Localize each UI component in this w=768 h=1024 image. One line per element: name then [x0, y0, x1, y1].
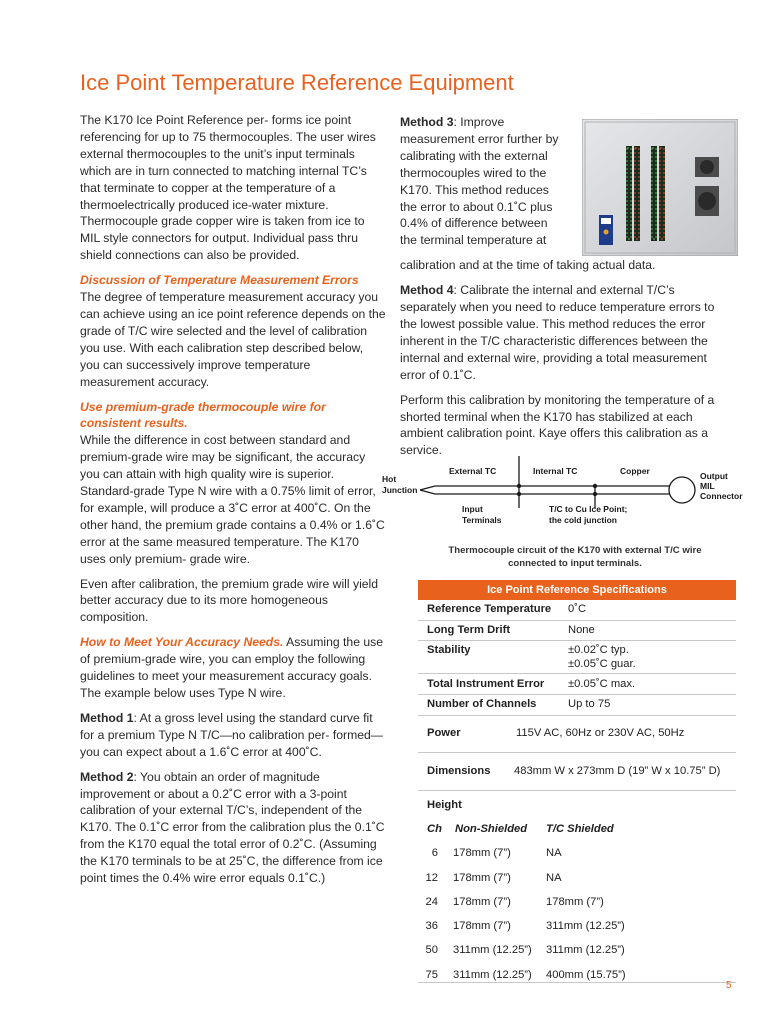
height-non-shielded: 178mm (7”): [453, 920, 511, 933]
method1-body: : At a gross level using the standard curve fit for a premium Type N T/C—no calibration per- formed—you can expect about a 1.6˚C error at 400˚C.: [80, 710, 383, 759]
height-row: [418, 944, 736, 968]
spec-header: Ice Point Reference Specifications: [418, 580, 736, 600]
spec-row-long-term-drift: [418, 621, 736, 641]
spec-label: Number of Channels: [427, 698, 537, 710]
spec-row-dimensions: [418, 753, 736, 791]
height-row: [418, 969, 736, 993]
perform-paragraph: Perform this calibration by monitoring the temperature of a shorted terminal when the K170 has stabilized at each ambient calibration point. Kaye offers this calibration as a service.: [400, 392, 715, 458]
label-cu-2: the cold junction: [549, 515, 617, 525]
spec-value: None: [568, 624, 595, 636]
method4-body: : Calibrate the internal and external T/C’s separately when you need to reduce temperature errors to the lowest possible value. This method reduces the error inherent in the T/C characteristic differences between the internal and external wire, providing a total measurement error of 0.1˚C.: [400, 283, 715, 382]
premium-wire-paragraph: While the difference in cost between standard and premium-grade wire may be significant, the accuracy you can attain with high quality wire is superior. Standard-grade Type N wire with a 0.75% limit of error, for example, will produce a 3˚C error at 400˚C. On the other hand, the premium grade contains a 0.4% or 1.6˚C error at the same measured temperature. The K170 uses only premium- grade wire.: [80, 433, 385, 566]
height-ch: 24: [425, 895, 438, 908]
discussion-heading: Discussion of Temperature Measurement Errors: [80, 273, 359, 288]
spec-label: Total Instrument Error: [427, 678, 545, 690]
col-ch: Ch: [427, 823, 442, 835]
spec-value: ±0.05˚C max.: [568, 678, 636, 690]
spec-value: 483mm W x 273mm D (19” W x 10.75” D): [514, 765, 721, 777]
premium-wire-heading: Use premium-grade thermocouple wire for consistent results.: [80, 399, 326, 431]
label-copper: Copper: [620, 466, 650, 476]
spec-value: Up to 75: [568, 698, 611, 710]
mil-connector-bottom: [695, 186, 719, 216]
height-non-shielded: 178mm (7”): [453, 847, 511, 860]
caption-line-1: Thermocouple circuit of the K170 with external T/C wire: [448, 545, 702, 556]
mil-connector-icon: [669, 477, 695, 503]
spec-label: Stability: [427, 644, 471, 656]
method3-tail: calibration and at the time of taking actual data.: [400, 258, 656, 273]
col-non-shielded: Non-Shielded: [455, 823, 528, 835]
accuracy-body: Assuming the use of premium-grade wire, you can employ the following guidelines to meet your measurement accuracy goals. The example below uses Type N wire.: [80, 635, 384, 700]
page-title: Ice Point Temperature Reference Equipment: [80, 70, 514, 95]
method1-paragraph: [80, 710, 386, 761]
method4-paragraph: [400, 282, 720, 383]
height-row: [418, 896, 736, 920]
height-ch: 12: [425, 871, 438, 884]
tc-wires: [420, 456, 670, 508]
spec-label: Reference Temperature: [427, 603, 552, 615]
method1-label: Method 1: [80, 710, 134, 725]
height-tc-shielded: NA: [546, 871, 562, 884]
spec-row-power: [418, 716, 736, 753]
page-number: 5: [726, 980, 732, 991]
label-hot-2: Junction: [382, 485, 418, 495]
intro-paragraph: The K170 Ice Point Reference per- forms ice point referencing for up to 75 thermocouples. The user wires external thermocouples to the unit’s input terminals which are in turn connected to matching internal TC’s that terminate to copper at the temperature of a thermoelectrically produced ice-water mixture. Thermocouple grade copper wire is taken from ice to MIL style connectors for output. Individual pass thru shield connections can also be provided.: [80, 113, 376, 263]
left-column: [80, 112, 386, 895]
height-table: [418, 823, 736, 993]
spec-value-line-1: ±0.02˚C typ.: [568, 644, 629, 656]
height-tc-shielded: 311mm (12.25”): [546, 944, 625, 957]
method3-paragraph: [400, 114, 565, 249]
height-non-shielded: 311mm (12.25”): [453, 944, 532, 957]
height-ch: 6: [431, 847, 438, 860]
mil-connector-top: [695, 157, 719, 177]
specifications-table: [418, 580, 736, 983]
height-tc-shielded: 311mm (12.25”): [546, 920, 625, 933]
height-table-header: [418, 823, 736, 847]
height-row: [418, 920, 736, 944]
spec-row-channels: [418, 695, 736, 716]
spec-row-stability: [418, 641, 736, 674]
spec-label: Dimensions: [427, 765, 491, 777]
spec-row-total-error: [418, 674, 736, 695]
method3-body: : Improve measurement error further by calibrating with the external thermocouples wired to the K170. This method reduces the error to about 0.1˚C plus 0.4% of difference between the terminal temperature at: [400, 115, 559, 248]
height-non-shielded: 178mm (7”): [453, 871, 511, 884]
label-output-3: Connector: [700, 491, 743, 501]
label-output-1: Output: [700, 471, 728, 481]
accuracy-paragraph: [80, 634, 386, 702]
height-row: [418, 847, 736, 871]
caption-line-2: connected to input terminals.: [508, 558, 642, 569]
method3-label: Method 3: [400, 115, 454, 129]
label-cu-1: T/C to Cu Ice Point;: [549, 504, 628, 514]
height-tc-shielded: 400mm (15.75”): [546, 968, 626, 981]
height-ch: 75: [425, 968, 438, 981]
height-tc-shielded: 178mm (7”): [546, 895, 604, 908]
label-output-2: MIL: [700, 481, 715, 491]
height-row: [418, 872, 736, 896]
spec-value: 115V AC, 60Hz or 230V AC, 50Hz: [516, 727, 685, 739]
spec-value: 0˚C: [568, 603, 587, 615]
height-tc-shielded: NA: [546, 847, 562, 860]
spec-value-line-2: ±0.05˚C guar.: [568, 658, 636, 670]
height-ch: 50: [425, 944, 438, 957]
spec-row-reference-temperature: [418, 600, 736, 621]
label-input-2: Terminals: [462, 515, 502, 525]
spec-label: Long Term Drift: [427, 624, 511, 636]
height-label: Height: [427, 799, 462, 811]
spec-row-height: [418, 791, 736, 983]
control-module: [599, 215, 613, 245]
label-internal-tc: Internal TC: [533, 466, 578, 476]
height-non-shielded: 311mm (12.25”): [453, 968, 532, 981]
height-ch: 36: [425, 920, 438, 933]
method2-paragraph: [80, 769, 386, 887]
product-photo: [582, 119, 738, 256]
discussion-paragraph: The degree of temperature measurement accuracy you can achieve using an ice point reference depends on the grade of T/C wire selected and the level of calibration you use. With each calibration step described below, you can successively improve temperature measurement accuracy.: [80, 290, 386, 389]
method2-label: Method 2: [80, 769, 134, 784]
method2-body: : You obtain an order of magnitude improvement or about a 0.2˚C error with a 3-point calibration of your external T/C’s, independent of the K170. The 0.1˚C error from the calibration plus the 0.1˚C from the K170 equal the total error of 0.2˚C. (Assuming the K170 terminals to be at 25˚C, the difference from ice point times the 0.4% wire error equals 0.1˚C.): [80, 769, 385, 886]
accuracy-heading: How to Meet Your Accuracy Needs.: [80, 635, 284, 650]
label-hot-1: Hot: [382, 474, 397, 484]
thermocouple-circuit-diagram: [380, 453, 750, 543]
col-tc-shielded: T/C Shielded: [546, 823, 614, 835]
label-external-tc: External TC: [449, 466, 497, 476]
spec-label: Power: [427, 727, 461, 739]
diagram-caption: [415, 544, 735, 570]
calibration-paragraph: Even after calibration, the premium grade wire will yield better accuracy due to its more homogeneous composition.: [80, 576, 379, 625]
method4-label: Method 4: [400, 283, 454, 298]
height-non-shielded: 178mm (7”): [453, 895, 511, 908]
label-input-1: Input: [462, 504, 483, 514]
